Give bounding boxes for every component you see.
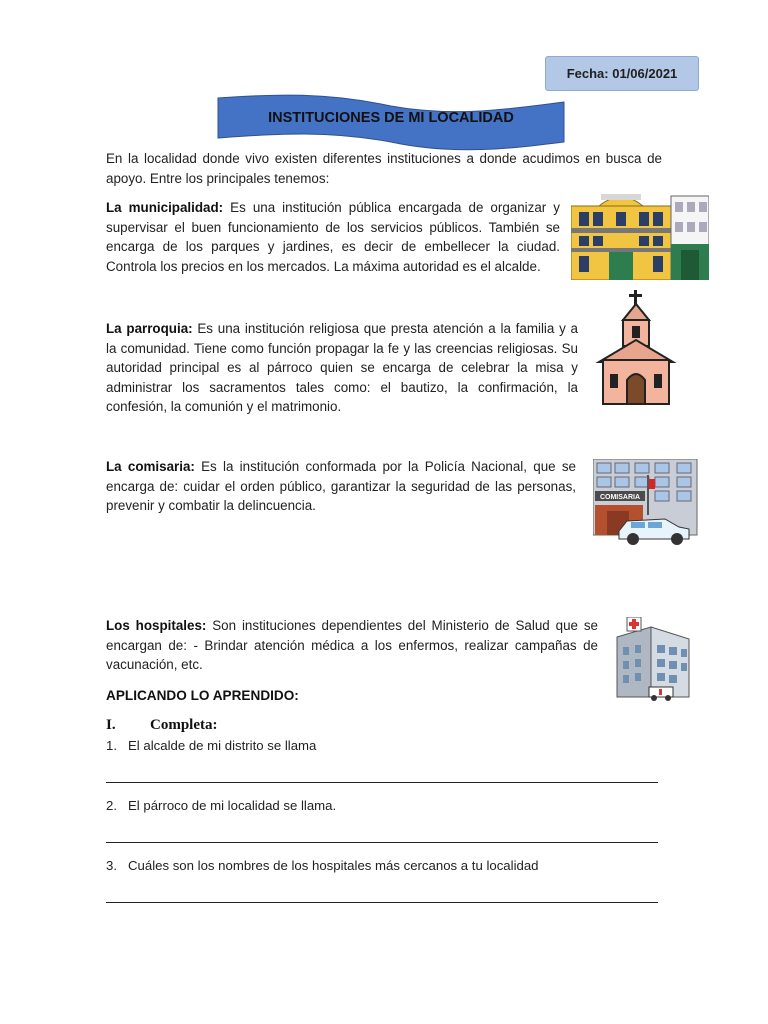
question-number: 1. bbox=[106, 738, 117, 753]
answer-line-2[interactable] bbox=[106, 842, 658, 843]
municipality-building-icon bbox=[571, 188, 709, 280]
answer-line-1[interactable] bbox=[106, 782, 658, 783]
church-icon bbox=[593, 290, 679, 406]
activity-subheading bbox=[106, 717, 218, 734]
term-municipalidad: La municipalidad: bbox=[106, 200, 224, 215]
question-number: 2. bbox=[106, 798, 117, 813]
activity-heading: APLICANDO LO APRENDIDO: bbox=[106, 688, 299, 703]
answer-line-3[interactable] bbox=[106, 902, 658, 903]
roman-numeral: I. bbox=[106, 717, 116, 733]
question-2 bbox=[106, 798, 336, 813]
question-text: El alcalde de mi distrito se llama bbox=[128, 738, 317, 753]
police-station-icon bbox=[593, 459, 699, 547]
police-sign-text: COMISARIA bbox=[599, 494, 641, 501]
term-hospitales: Los hospitales: bbox=[106, 618, 207, 633]
question-3 bbox=[106, 858, 539, 873]
hospital-icon bbox=[611, 617, 693, 701]
question-number: 3. bbox=[106, 858, 117, 873]
text-municipalidad: Es una institución pública encargada de organizar y supervisar el buen funcionamiento de los servicios públicos. También se encarga de los parques y jardines, es decir de embellecer la ciudad. Controla los precios en los mercados. La máxima autoridad es el alcalde. bbox=[106, 200, 560, 274]
date-box bbox=[545, 56, 699, 91]
date-text: Fecha: 01/06/2021 bbox=[566, 66, 678, 81]
section-parroquia bbox=[106, 319, 578, 417]
term-parroquia: La parroquia: bbox=[106, 321, 193, 336]
text-comisaria: Es la institución conformada por la Policía Nacional, que se encarga de: cuidar el orden público, garantizar la seguridad de las personas, prevenir y combatir la delincuencia. bbox=[106, 459, 576, 513]
text-hospitales: Son instituciones dependientes del Ministerio de Salud que se encargan de: - Brindar atención médica a los enfermos, realizar campañas de vacunación, etc. bbox=[106, 618, 598, 672]
question-text: El párroco de mi localidad se llama. bbox=[128, 798, 337, 813]
term-comisaria: La comisaria: bbox=[106, 459, 195, 474]
page-title: INSTITUCIONES DE MI LOCALIDAD bbox=[268, 110, 514, 126]
section-hospitales bbox=[106, 616, 598, 675]
intro-paragraph: En la localidad donde vivo existen diferentes instituciones a donde acudimos en busca de apoyo. Entre los principales tenemos: bbox=[106, 151, 662, 186]
section-comisaria bbox=[106, 457, 576, 516]
question-text: Cuáles son los nombres de los hospitales más cercanos a tu localidad bbox=[128, 858, 539, 873]
text-parroquia: Es una institución religiosa que presta atención a la familia y a la comunidad. Tiene como función propagar la fe y las creencias religiosas. Su autoridad principal es al párroco quien se encarga de celebrar la misa y administrar los sacramentos tales como: el bautizo, la confirmación, la confesión, la comunión y el matrimonio. bbox=[106, 321, 579, 414]
completa-label: Completa: bbox=[150, 717, 218, 733]
question-1 bbox=[106, 738, 316, 753]
section-municipalidad bbox=[106, 198, 560, 276]
